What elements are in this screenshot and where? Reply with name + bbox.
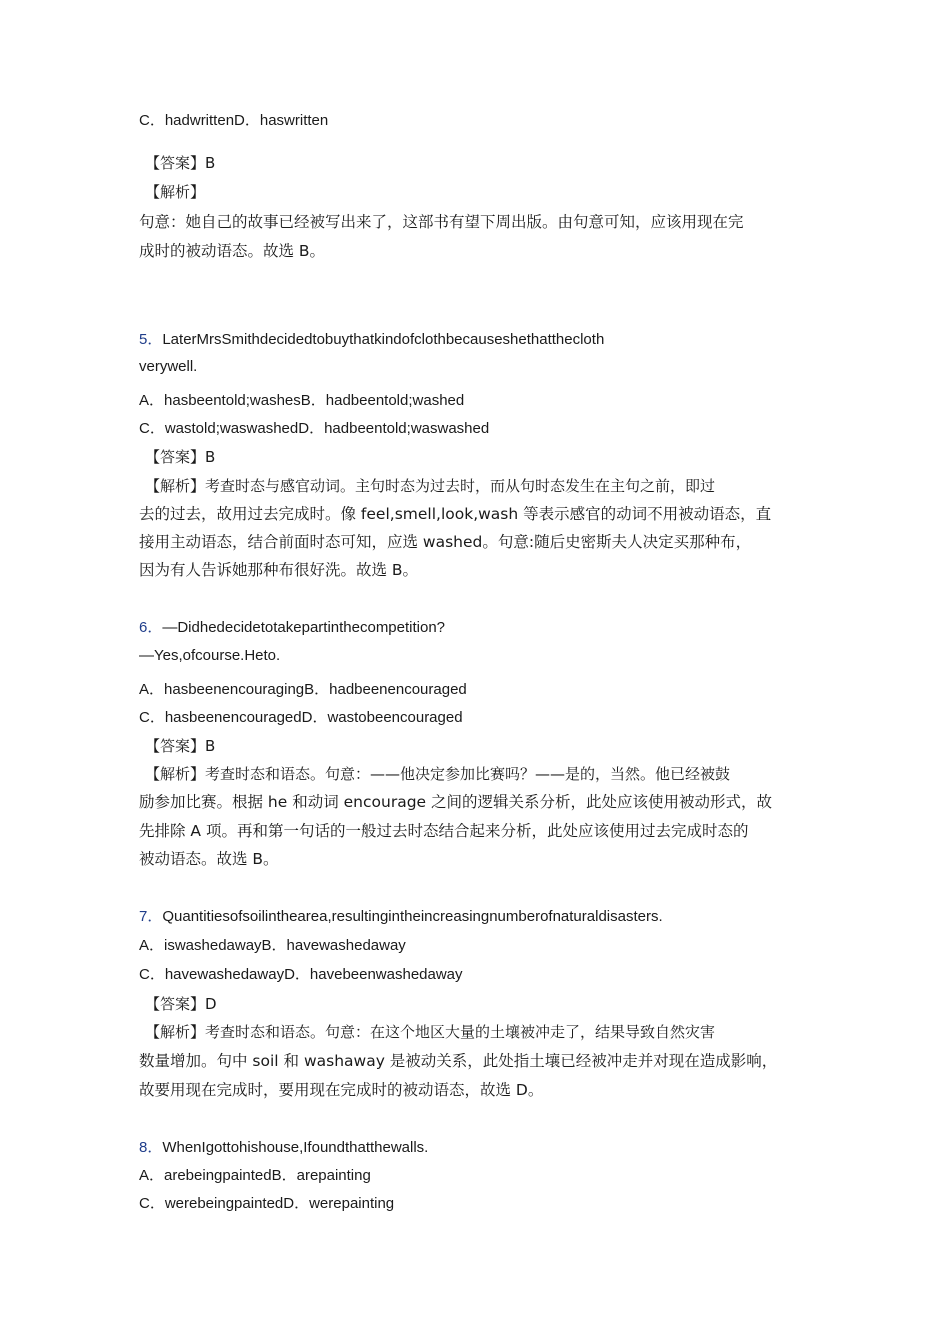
- q7-stem-text: Quantitiesofsoilinthearea,resultingintheincreasingnumberofnaturaldisasters.: [162, 908, 663, 925]
- q7-analysis-line-2: 数量增加。句中 soil 和 washaway 是被动关系，此处指土壤已经被冲走并对现在造成影响，: [139, 1052, 778, 1070]
- q5-options-cd: C．wastold;waswashedD．hadbeentold;waswashed: [139, 420, 490, 437]
- q4-analysis-line-2: 成时的被动语态。故选 B。: [139, 242, 326, 260]
- q5-stem-line-2: verywell.: [139, 358, 198, 375]
- q5-analysis-line-2: 去的过去，故用过去完成时。像 feel,smell,look,wash 等表示感官的动词不用被动语态，直: [139, 505, 772, 523]
- q4-answer: 【答案】B: [145, 154, 216, 172]
- q5-analysis-line-3: 接用主动语态，结合前面时态可知，应选 washed。句意:随后史密斯夫人决定买那种布，: [139, 533, 752, 551]
- q7-analysis-line-3: 故要用现在完成时，要用现在完成时的被动语态，故选 D。: [139, 1081, 544, 1099]
- q5-analysis-line-1: 【解析】考查时态与感官动词。主句时态为过去时，而从句时态发生在主句之前，即过: [145, 477, 716, 495]
- q7-options-ab: A．iswashedawayB．havewashedaway: [139, 937, 406, 954]
- q6-number: 6．: [139, 619, 163, 636]
- q6-stem-text: —Didhedecidetotakepartinthecompetition?: [162, 619, 446, 636]
- q8-number: 8．: [139, 1139, 163, 1156]
- q7-number: 7．: [139, 908, 163, 925]
- q4-options-cd: C．hadwrittenD．haswritten: [139, 112, 329, 129]
- q4-analysis-line-1: 句意：她自己的故事已经被写出来了，这部书有望下周出版。由句意可知，应该用现在完: [139, 213, 744, 231]
- q6-analysis-line-2: 励参加比赛。根据 he 和动词 encourage 之间的逻辑关系分析，此处应该使用被动形式，故: [139, 793, 773, 811]
- q7-stem-line-1: [139, 907, 819, 927]
- q7-answer: 【答案】D: [145, 995, 217, 1013]
- q6-answer: 【答案】B: [145, 737, 216, 755]
- q6-analysis-line-4: 被动语态。故选 B。: [139, 850, 279, 868]
- q8-stem-text: WhenIgottohishouse,Ifoundthatthewalls.: [162, 1139, 429, 1156]
- q5-stem-line-1: [139, 330, 819, 350]
- q8-options-cd: C．werebeingpaintedD．werepainting: [139, 1195, 395, 1212]
- q6-stem-line-1: [139, 618, 819, 638]
- q8-options-ab: A．arebeingpaintedB．arepainting: [139, 1167, 371, 1184]
- q5-options-ab: A．hasbeentold;washesB．hadbeentold;washed: [139, 392, 465, 409]
- q6-analysis-line-3: 先排除 A 项。再和第一句话的一般过去时态结合起来分析，此处应该使用过去完成时态的: [139, 822, 749, 840]
- q6-options-cd: C．hasbeenencouragedD．wastobeencouraged: [139, 709, 463, 726]
- q8-stem-line-1: [139, 1138, 819, 1158]
- q4-analysis-label: 【解析】: [145, 183, 206, 201]
- q7-options-cd: C．havewashedawayD．havebeenwashedaway: [139, 966, 463, 983]
- q5-answer: 【答案】B: [145, 448, 216, 466]
- q6-stem-line-2: —Yes,ofcourse.Heto.: [139, 647, 281, 664]
- q6-analysis-line-1: 【解析】考查时态和语态。句意：——他决定参加比赛吗？——是的，当然。他已经被鼓: [145, 765, 731, 783]
- q5-stem-text: LaterMrsSmithdecidedtobuythatkindofclothbecauseshethatthecloth: [162, 331, 605, 348]
- q5-analysis-line-4: 因为有人告诉她那种布很好洗。故选 B。: [139, 561, 419, 579]
- q6-options-ab: A．hasbeenencouragingB．hadbeenencouraged: [139, 681, 467, 698]
- q7-analysis-line-1: 【解析】考查时态和语态。句意：在这个地区大量的土壤被冲走了，结果导致自然灾害: [145, 1023, 716, 1041]
- q5-number: 5．: [139, 331, 163, 348]
